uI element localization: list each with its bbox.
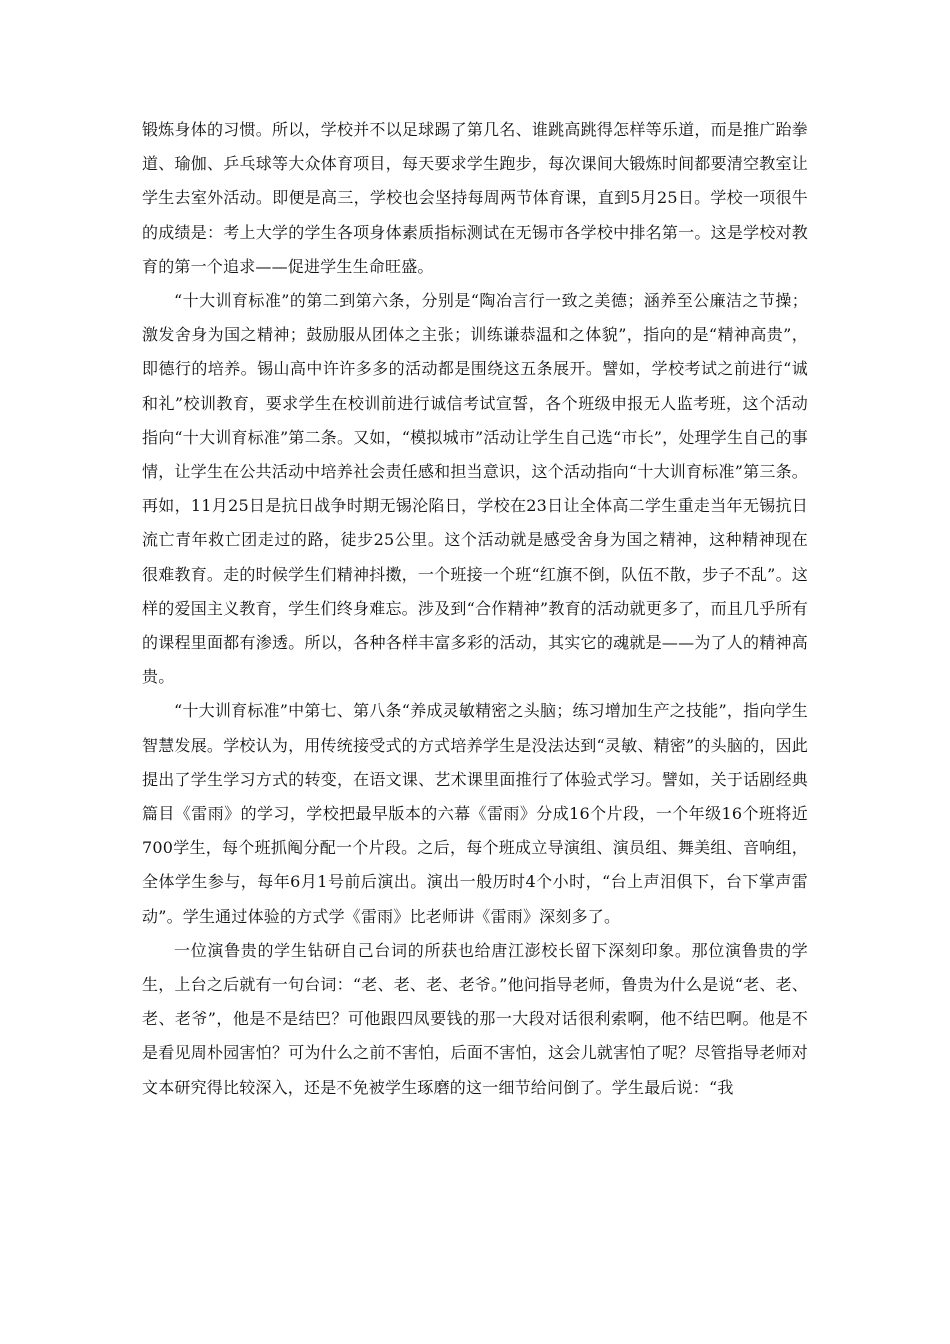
paragraph-1: 锻炼身体的习惯。所以，学校并不以足球踢了第几名、谁跳高跳得怎样等乐道，而是推广跆拳道、瑜伽、乒乓球等大众体育项目，每天要求学生跑步，每次课间大锻炼时间都要清空教室让学生去室外活动。即便是高三，学校也会坚持每周两节体育课，直到5月25日。学校一项很牛的成绩是：考上大学的学生各项身体素质指标测试在无锡市各学校中排名第一。这是学校对教育的第一个追求——促进学生生命旺盛。 — [142, 120, 808, 276]
paragraph-4: 一位演鲁贵的学生钻研自己台词的所获也给唐江澎校长留下深刻印象。那位演鲁贵的学生，上台之后就有一句台词：“老、老、老、老爷。”他问指导老师，鲁贵为什么是说“老、老、老、老爷”，他是不是结巴？可他跟四凤要钱的那一大段对话很利索啊，他不结巴啊。他是不是看见周朴园害怕？可为什么之前不害怕，后面不害怕，这会儿就害怕了呢？尽管指导老师对文本研究得比较深入，还是不免被学生琢磨的这一细节给问倒了。学生最后说：“我 — [142, 940, 808, 1097]
paragraph-3: “十大训育标准”中第七、第八条“养成灵敏精密之头脑；练习增加生产之技能”，指向学生智慧发展。学校认为，用传统接受式的方式培养学生是没法达到“灵敏、精密”的头脑的，因此提出了学生学习方式的转变，在语文课、艺术课里面推行了体验式学习。譬如，关于话剧经典篇目《雷雨》的学习，学校把最早版本的六幕《雷雨》分成16个片段，一个年级16个班将近700学生，每个班抓阄分配一个片段。之后，每个班成立导演组、演员组、舞美组、音响组，全体学生参与，每年6月1号前后演出。演出一般历时4个小时，“台上声泪俱下，台下掌声雷动”。学生通过体验的方式学《雷雨》比老师讲《雷雨》深刻多了。 — [142, 701, 808, 926]
paragraph-2: “十大训育标准”的第二到第六条，分别是“陶冶言行一致之美德；涵养至公廉洁之节操；激发舍身为国之精神；鼓励服从团体之主张；训练谦恭温和之体貌”，指向的是“精神高贵”，即德行的培养。锡山高中许许多多的活动都是围绕这五条展开。譬如，学校考试之前进行“诚和礼”校训教育，要求学生在校训前进行诚信考试宣誓，各个班级申报无人监考班，这个活动指向“十大训育标准”第二条。又如，“模拟城市”活动让学生自己选“市长”，处理学生自己的事情，让学生在公共活动中培养社会责任感和担当意识，这个活动指向“十大训育标准”第三条。再如，11月25日是抗日战争时期无锡沦陷日，学校在23日让全体高二学生重走当年无锡抗日流亡青年救亡团走过的路，徒步25公里。这个活动就是感受舍身为国之精神，这种精神现在很难教育。走的时候学生们精神抖擞，一个班接一个班“红旗不倒，队伍不散，步子不乱”。这样的爱国主义教育，学生们终身难忘。涉及到“合作精神”教育的活动就更多了，而且几乎所有的课程里面都有渗透。所以，各种各样丰富多彩的活动，其实它的魂就是——为了人的精神高贵。 — [142, 291, 808, 687]
document-page — [142, 113, 808, 1105]
